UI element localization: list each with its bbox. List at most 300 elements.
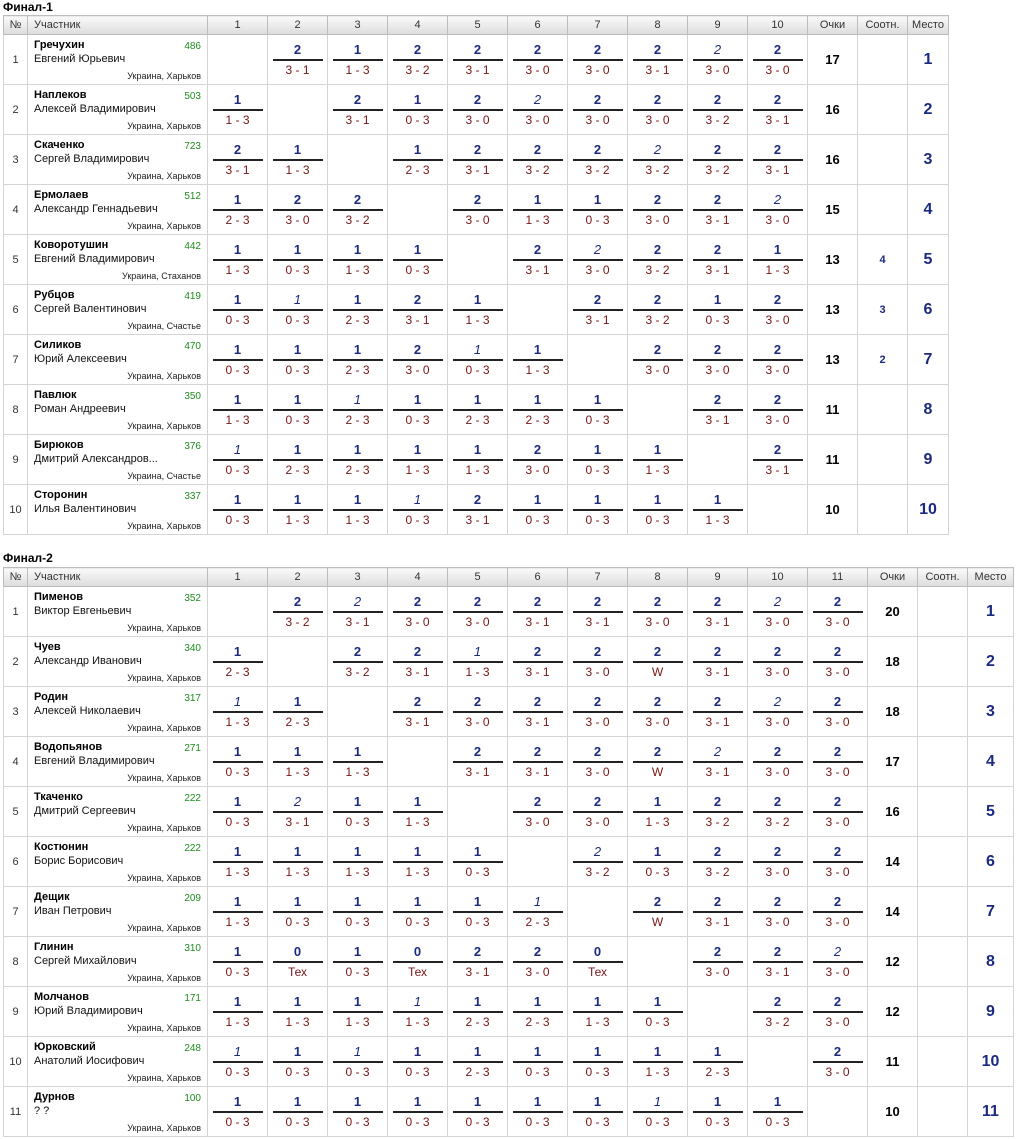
game-result-cell[interactable] [568, 1087, 628, 1137]
game-result-cell[interactable] [388, 485, 448, 535]
game-result-cell[interactable] [628, 1087, 688, 1137]
game-result-cell[interactable] [208, 435, 268, 485]
game-result-cell[interactable] [268, 737, 328, 787]
game-result-cell[interactable] [628, 587, 688, 637]
game-result-cell[interactable] [208, 1087, 268, 1137]
game-result-cell[interactable] [268, 135, 328, 185]
game-result-cell[interactable] [208, 1037, 268, 1087]
game-result-cell[interactable] [628, 1037, 688, 1087]
player-surname-link[interactable]: Сторонин [34, 489, 88, 501]
game-points: 2 [473, 594, 482, 609]
player-surname-link[interactable]: Бирюков [34, 439, 84, 451]
game-result-cell[interactable] [688, 837, 748, 887]
game-result-cell[interactable] [448, 285, 508, 335]
standings-table [3, 15, 949, 535]
player-rating: 209 [184, 893, 201, 904]
game-result-cell[interactable] [328, 85, 388, 135]
game-result-cell[interactable] [328, 385, 388, 435]
result-divider [573, 1061, 623, 1063]
game-result-cell[interactable] [328, 1037, 388, 1087]
game-result-cell[interactable] [268, 235, 328, 285]
game-result-cell[interactable] [568, 987, 628, 1037]
player-rating: 222 [184, 793, 201, 804]
game-score: W [651, 915, 664, 929]
game-result-cell[interactable] [808, 987, 868, 1037]
game-result-cell[interactable] [508, 937, 568, 987]
game-result-cell[interactable] [568, 135, 628, 185]
game-result-cell[interactable] [688, 737, 748, 787]
game-result-cell[interactable] [808, 887, 868, 937]
game-result-cell[interactable] [328, 837, 388, 887]
game-result-cell[interactable] [508, 35, 568, 85]
result-divider [693, 409, 743, 411]
game-result-cell[interactable] [508, 687, 568, 737]
game-result-cell[interactable] [748, 335, 808, 385]
game-result-cell[interactable] [508, 435, 568, 485]
game-result-cell[interactable] [268, 987, 328, 1037]
game-result-cell[interactable] [748, 385, 808, 435]
game-points: 2 [653, 694, 662, 709]
game-score: 3 - 1 [765, 113, 790, 127]
player-rating: 376 [184, 441, 201, 452]
game-result-cell[interactable] [388, 637, 448, 687]
game-result-cell[interactable] [388, 85, 448, 135]
game-result-cell[interactable] [448, 637, 508, 687]
game-result-cell[interactable] [448, 887, 508, 937]
game-result-cell[interactable] [448, 85, 508, 135]
game-points: 1 [233, 944, 242, 959]
game-score: 3 - 0 [585, 665, 610, 679]
game-result-cell[interactable] [508, 637, 568, 687]
game-result-cell[interactable] [748, 837, 808, 887]
game-result-cell[interactable] [448, 1037, 508, 1087]
game-result-cell[interactable] [688, 35, 748, 85]
result-divider [693, 209, 743, 211]
game-result-cell[interactable] [268, 435, 328, 485]
game-result-cell[interactable] [688, 687, 748, 737]
player-given-names: Дмитрий Сергеевич [34, 805, 136, 817]
game-score: 2 - 3 [525, 413, 550, 427]
game-result-cell[interactable] [568, 35, 628, 85]
game-points: 2 [653, 644, 662, 659]
game-result-cell[interactable] [568, 285, 628, 335]
game-result-cell[interactable] [508, 1037, 568, 1087]
game-result-cell[interactable] [208, 737, 268, 787]
row-number: 6 [4, 837, 28, 887]
game-result-cell[interactable] [748, 185, 808, 235]
game-points: 2 [353, 644, 362, 659]
game-score: W [651, 765, 664, 779]
game-result-cell[interactable] [628, 85, 688, 135]
game-result-cell[interactable] [268, 335, 328, 385]
player-surname-link[interactable]: Юрковский [34, 1041, 96, 1053]
game-result-cell[interactable] [688, 587, 748, 637]
game-result-cell[interactable] [448, 335, 508, 385]
game-result-cell[interactable] [448, 837, 508, 887]
player-surname-link[interactable]: Глинин [34, 941, 74, 953]
game-points: 2 [833, 794, 842, 809]
game-score: 3 - 0 [525, 463, 550, 477]
game-result-cell[interactable] [328, 335, 388, 385]
result-divider [693, 1111, 743, 1113]
game-result-cell[interactable] [268, 385, 328, 435]
game-points: 1 [233, 844, 242, 859]
player-location: Украина, Харьков [127, 673, 201, 683]
game-result-cell[interactable] [748, 285, 808, 335]
game-result-cell[interactable] [268, 587, 328, 637]
game-result-cell[interactable] [508, 235, 568, 285]
game-result-cell[interactable] [808, 687, 868, 737]
player-surname-link[interactable]: Пименов [34, 591, 84, 603]
game-result-cell[interactable] [448, 35, 508, 85]
game-result-cell[interactable] [568, 587, 628, 637]
game-result-cell[interactable] [268, 1087, 328, 1137]
game-result-cell[interactable] [688, 385, 748, 435]
game-result-cell[interactable] [568, 787, 628, 837]
game-result-cell[interactable] [628, 35, 688, 85]
game-result-cell[interactable] [568, 185, 628, 235]
result-divider [393, 611, 443, 613]
game-result-cell[interactable] [208, 837, 268, 887]
game-result-cell[interactable] [628, 637, 688, 687]
game-result-cell[interactable] [268, 485, 328, 535]
game-result-cell[interactable] [808, 637, 868, 687]
game-result-cell[interactable] [748, 787, 808, 837]
player-surname-link[interactable]: Скаченко [34, 139, 85, 151]
game-result-cell[interactable] [568, 737, 628, 787]
game-score: 0 - 3 [405, 413, 430, 427]
row-number: 11 [4, 1087, 28, 1137]
game-result-cell[interactable] [448, 737, 508, 787]
game-result-cell[interactable] [808, 1037, 868, 1087]
game-result-cell[interactable] [208, 987, 268, 1037]
game-result-cell[interactable] [628, 787, 688, 837]
player-cell [28, 35, 208, 85]
result-divider [753, 1111, 803, 1113]
player-surname-link[interactable]: Наплеков [34, 89, 87, 101]
player-surname-link[interactable]: Дещик [34, 891, 70, 903]
game-score: 3 - 0 [825, 665, 850, 679]
game-result-cell[interactable] [748, 35, 808, 85]
game-result-cell[interactable] [208, 235, 268, 285]
game-result-cell[interactable] [388, 285, 448, 335]
game-result-cell[interactable] [628, 837, 688, 887]
game-result-cell[interactable] [508, 135, 568, 185]
game-result-cell[interactable] [748, 987, 808, 1037]
game-result-cell[interactable] [328, 737, 388, 787]
game-result-cell[interactable] [688, 135, 748, 185]
game-result-cell[interactable] [388, 35, 448, 85]
game-score: 3 - 2 [525, 163, 550, 177]
player-surname-link[interactable]: Павлюк [34, 389, 77, 401]
game-result-cell[interactable] [508, 787, 568, 837]
result-divider [753, 711, 803, 713]
game-score: 3 - 0 [765, 63, 790, 77]
game-result-cell[interactable] [568, 485, 628, 535]
game-result-cell[interactable] [748, 937, 808, 987]
game-result-cell[interactable] [688, 887, 748, 937]
game-result-cell[interactable] [268, 787, 328, 837]
game-result-cell[interactable] [328, 637, 388, 687]
game-result-cell[interactable] [388, 1037, 448, 1087]
game-result-cell[interactable] [508, 1087, 568, 1137]
game-points: 1 [413, 1044, 422, 1059]
game-result-cell[interactable] [748, 637, 808, 687]
player-surname-link[interactable]: Дурнов [34, 1091, 75, 1103]
game-result-cell[interactable] [448, 937, 508, 987]
game-points: 2 [653, 342, 662, 357]
self-match-cell [628, 937, 688, 987]
game-result-cell[interactable] [208, 85, 268, 135]
game-result-cell[interactable] [628, 887, 688, 937]
game-result-cell[interactable] [508, 737, 568, 787]
player-surname-link[interactable]: Ермолаев [34, 189, 89, 201]
player-surname-link[interactable]: Чуев [34, 641, 61, 653]
game-result-cell[interactable] [688, 185, 748, 235]
game-result-cell[interactable] [748, 687, 808, 737]
game-points: 2 [413, 292, 422, 307]
player-surname-link[interactable]: Родин [34, 691, 69, 703]
game-result-cell[interactable] [748, 587, 808, 637]
game-points: 1 [593, 192, 602, 207]
game-result-cell[interactable] [688, 335, 748, 385]
game-result-cell[interactable] [628, 435, 688, 485]
game-result-cell[interactable] [388, 335, 448, 385]
game-result-cell[interactable] [208, 285, 268, 335]
game-score: 0 - 3 [525, 1115, 550, 1129]
game-result-cell[interactable] [628, 737, 688, 787]
player-surname-link[interactable]: Коворотушин [34, 239, 109, 251]
game-result-cell[interactable] [328, 435, 388, 485]
game-result-cell[interactable] [628, 335, 688, 385]
game-result-cell[interactable] [688, 637, 748, 687]
result-divider [273, 259, 323, 261]
game-result-cell[interactable] [448, 385, 508, 435]
game-result-cell[interactable] [208, 135, 268, 185]
game-result-cell[interactable] [208, 335, 268, 385]
game-points: 1 [293, 292, 302, 307]
game-points: 2 [773, 192, 782, 207]
game-result-cell[interactable] [628, 235, 688, 285]
game-result-cell[interactable] [688, 85, 748, 135]
game-result-cell[interactable] [508, 485, 568, 535]
game-points: 2 [593, 242, 602, 257]
row-number: 5 [4, 235, 28, 285]
player-surname-link[interactable]: Силиков [34, 339, 82, 351]
game-result-cell[interactable] [688, 485, 748, 535]
game-result-cell[interactable] [268, 837, 328, 887]
game-result-cell[interactable] [268, 887, 328, 937]
result-divider [393, 359, 443, 361]
game-result-cell[interactable] [388, 787, 448, 837]
player-surname-link[interactable]: Костюнин [34, 841, 89, 853]
game-result-cell[interactable] [568, 435, 628, 485]
game-result-cell[interactable] [388, 687, 448, 737]
game-result-cell[interactable] [508, 887, 568, 937]
game-result-cell[interactable] [448, 987, 508, 1037]
game-score: 3 - 1 [525, 615, 550, 629]
game-result-cell[interactable] [748, 887, 808, 937]
game-result-cell[interactable] [568, 85, 628, 135]
game-points: 1 [413, 894, 422, 909]
game-result-cell[interactable] [328, 587, 388, 637]
game-result-cell[interactable] [568, 385, 628, 435]
game-result-cell[interactable] [628, 687, 688, 737]
tiebreak-ratio [918, 987, 968, 1037]
game-result-cell[interactable] [808, 837, 868, 887]
game-result-cell[interactable] [448, 687, 508, 737]
game-result-cell[interactable] [508, 185, 568, 235]
game-result-cell[interactable] [268, 687, 328, 737]
game-result-cell[interactable] [688, 285, 748, 335]
row-number: 10 [4, 1037, 28, 1087]
game-result-cell[interactable] [808, 937, 868, 987]
game-result-cell[interactable] [388, 435, 448, 485]
game-result-cell[interactable] [748, 737, 808, 787]
game-points: 2 [833, 894, 842, 909]
game-result-cell[interactable] [448, 435, 508, 485]
game-result-cell[interactable] [328, 35, 388, 85]
game-result-cell[interactable] [388, 235, 448, 285]
game-result-cell[interactable] [208, 485, 268, 535]
game-result-cell[interactable] [328, 887, 388, 937]
game-result-cell[interactable] [568, 687, 628, 737]
game-score: 3 - 1 [585, 615, 610, 629]
game-result-cell[interactable] [328, 285, 388, 335]
game-result-cell[interactable] [388, 135, 448, 185]
game-result-cell[interactable] [208, 185, 268, 235]
game-points: 1 [413, 442, 422, 457]
game-result-cell[interactable] [208, 637, 268, 687]
game-points: 1 [353, 944, 362, 959]
game-score: 0 - 3 [585, 1065, 610, 1079]
game-score: 0 - 3 [405, 1115, 430, 1129]
game-result-cell[interactable] [508, 335, 568, 385]
game-result-cell[interactable] [748, 235, 808, 285]
game-result-cell[interactable] [448, 135, 508, 185]
game-result-cell[interactable] [328, 1087, 388, 1137]
game-result-cell[interactable] [268, 937, 328, 987]
game-result-cell[interactable] [508, 385, 568, 435]
final-place: 11 [968, 1087, 1014, 1137]
game-points: 2 [773, 392, 782, 407]
game-result-cell[interactable] [208, 787, 268, 837]
game-result-cell[interactable] [268, 285, 328, 335]
game-result-cell[interactable] [328, 987, 388, 1037]
game-result-cell[interactable] [808, 587, 868, 637]
game-result-cell[interactable] [628, 185, 688, 235]
game-result-cell[interactable] [628, 987, 688, 1037]
game-result-cell[interactable] [328, 787, 388, 837]
game-result-cell[interactable] [748, 135, 808, 185]
game-result-cell[interactable] [508, 85, 568, 135]
game-result-cell[interactable] [328, 485, 388, 535]
game-score: 1 - 3 [225, 113, 250, 127]
result-divider [393, 711, 443, 713]
game-result-cell[interactable] [328, 185, 388, 235]
game-result-cell[interactable] [388, 937, 448, 987]
game-score: 2 - 3 [285, 463, 310, 477]
game-result-cell[interactable] [748, 85, 808, 135]
game-score: 3 - 0 [405, 615, 430, 629]
game-result-cell[interactable] [568, 235, 628, 285]
game-score: 3 - 0 [585, 63, 610, 77]
result-divider [633, 861, 683, 863]
player-given-names: Александр Геннадьевич [34, 203, 158, 215]
game-result-cell[interactable] [628, 485, 688, 535]
game-result-cell[interactable] [268, 185, 328, 235]
result-divider [393, 1011, 443, 1013]
game-points: 1 [533, 894, 542, 909]
game-result-cell[interactable] [388, 1087, 448, 1137]
game-result-cell[interactable] [448, 185, 508, 235]
game-points: 2 [593, 142, 602, 157]
game-result-cell[interactable] [748, 1087, 808, 1137]
game-result-cell[interactable] [328, 235, 388, 285]
player-surname-link[interactable]: Гречухин [34, 39, 85, 51]
game-result-cell[interactable] [448, 587, 508, 637]
game-result-cell[interactable] [388, 385, 448, 435]
game-result-cell[interactable] [508, 587, 568, 637]
player-surname-link[interactable]: Рубцов [34, 289, 75, 301]
game-result-cell[interactable] [508, 987, 568, 1037]
game-result-cell[interactable] [748, 435, 808, 485]
table-row [4, 587, 1014, 637]
game-result-cell[interactable] [328, 937, 388, 987]
result-divider [813, 961, 863, 963]
game-result-cell[interactable] [388, 987, 448, 1037]
game-points: 1 [293, 342, 302, 357]
total-points: 13 [808, 235, 858, 285]
game-result-cell[interactable] [448, 1087, 508, 1137]
game-result-cell[interactable] [208, 887, 268, 937]
game-points: 2 [713, 794, 722, 809]
game-result-cell[interactable] [388, 887, 448, 937]
game-result-cell[interactable] [688, 937, 748, 987]
game-result-cell[interactable] [268, 1037, 328, 1087]
game-result-cell[interactable] [568, 637, 628, 687]
game-result-cell[interactable] [388, 837, 448, 887]
game-result-cell[interactable] [688, 235, 748, 285]
game-result-cell[interactable] [208, 385, 268, 435]
game-result-cell[interactable] [568, 837, 628, 887]
game-result-cell[interactable] [628, 285, 688, 335]
result-divider [453, 409, 503, 411]
game-result-cell[interactable] [448, 485, 508, 535]
game-result-cell[interactable] [808, 737, 868, 787]
game-points: 2 [773, 944, 782, 959]
game-result-cell[interactable] [688, 1037, 748, 1087]
game-points: 1 [593, 392, 602, 407]
final-place: 10 [908, 485, 949, 535]
game-result-cell[interactable] [688, 1087, 748, 1137]
game-result-cell[interactable] [268, 35, 328, 85]
game-result-cell[interactable] [388, 587, 448, 637]
game-result-cell[interactable] [568, 1037, 628, 1087]
game-result-cell[interactable] [568, 937, 628, 987]
game-points: 1 [473, 644, 482, 659]
player-surname-link[interactable]: Молчанов [34, 991, 89, 1003]
game-result-cell[interactable] [808, 787, 868, 837]
player-given-names: ? ? [34, 1105, 50, 1117]
game-score: 0 - 3 [285, 915, 310, 929]
player-surname-link[interactable]: Ткаченко [34, 791, 83, 803]
game-result-cell[interactable] [628, 135, 688, 185]
game-result-cell[interactable] [208, 937, 268, 987]
game-result-cell[interactable] [688, 787, 748, 837]
player-surname-link[interactable]: Водопьянов [34, 741, 103, 753]
game-result-cell[interactable] [208, 687, 268, 737]
